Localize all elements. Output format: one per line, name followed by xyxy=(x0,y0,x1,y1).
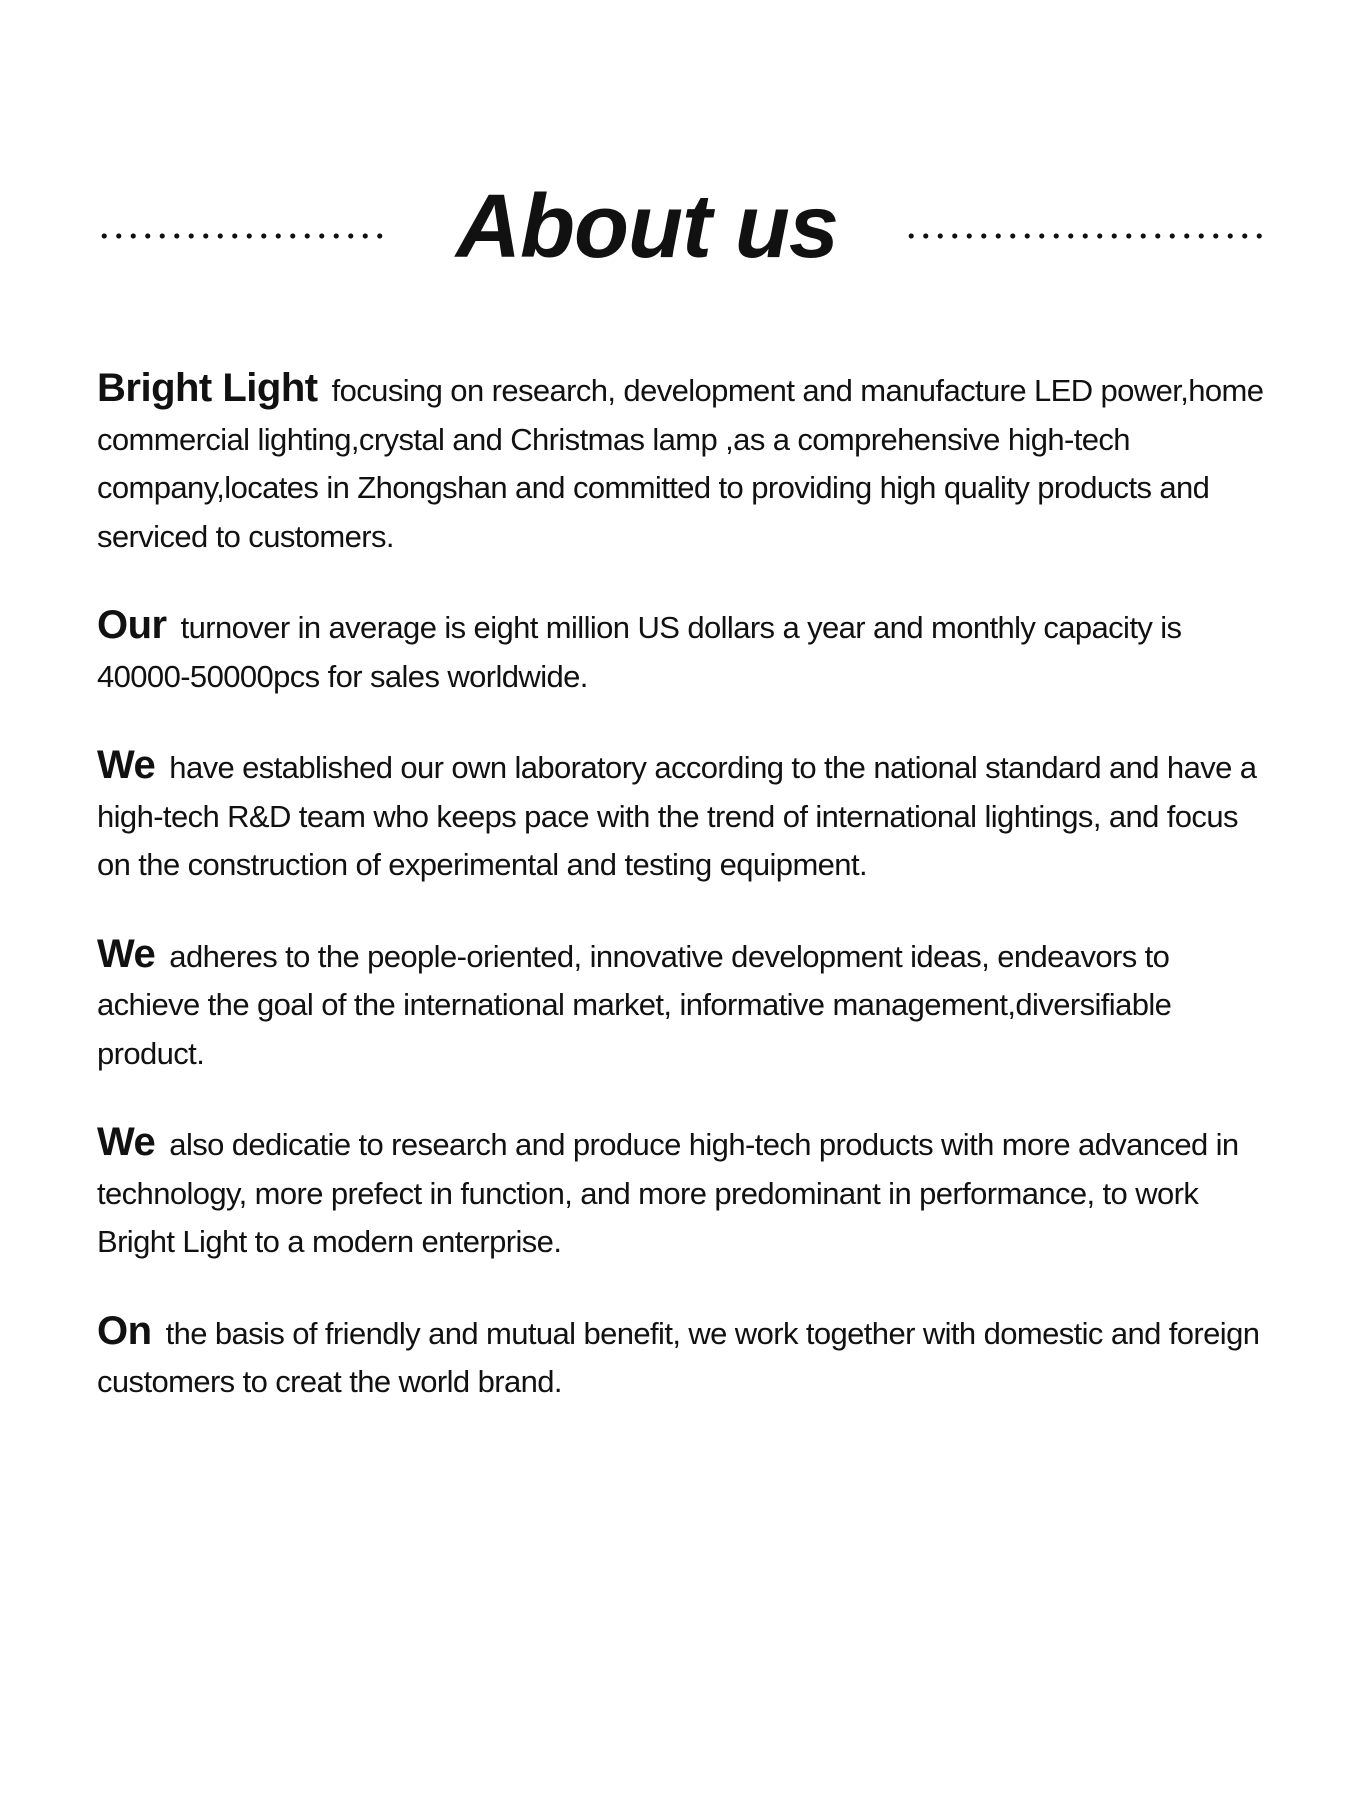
paragraph-text: turnover in average is eight million US dollars a year and monthly capacity is 40000-50000pcs for sales worldwide. xyxy=(97,610,1182,694)
paragraph-turnover xyxy=(97,601,1277,701)
paragraph-lead: On xyxy=(97,1308,152,1353)
paragraph-intro xyxy=(97,364,1277,561)
paragraph-text: also dedicatie to research and produce high-tech products with more advanced in technology, more prefect in function, and more predominant in performance, to work Bright Light to a modern enterprise. xyxy=(97,1127,1239,1259)
paragraph-lead: Bright Light xyxy=(97,366,318,410)
paragraph-lead: We xyxy=(97,1120,156,1164)
paragraph-lead: We xyxy=(97,743,156,787)
paragraph-ideas xyxy=(97,930,1277,1079)
paragraph-text: the basis of friendly and mutual benefit, we work together with domestic and foreign customers to creat the world brand. xyxy=(97,1315,1260,1399)
paragraph-cooperation xyxy=(97,1307,1277,1407)
paragraph-lead: Our xyxy=(97,603,167,647)
paragraph-text: adheres to the people-oriented, innovative development ideas, endeavors to achieve the goal of the international market, informative management,diversifiable product. xyxy=(97,938,1172,1071)
dotted-rule-left xyxy=(97,233,390,239)
paragraph-lead: We xyxy=(97,931,156,976)
about-text xyxy=(97,364,1277,1447)
page-title: About us xyxy=(456,177,838,277)
paragraph-products xyxy=(97,1118,1277,1267)
paragraph-text: have established our own laboratory according to the national standard and have a high-tech R&D team who keeps pace with the trend of international lightings, and focus on the construction of experimental and testing equipment. xyxy=(97,750,1257,882)
dotted-rule-right xyxy=(904,233,1270,239)
paragraph-laboratory xyxy=(97,741,1277,890)
paragraph-text: focusing on research, development and manufacture LED power,home commercial lighting,crystal and Christmas lamp ,as a comprehensive high-tech company,locates in Zhongshan and committed to providing high quality products and serviced to customers. xyxy=(97,373,1264,554)
title-row xyxy=(0,172,1350,282)
